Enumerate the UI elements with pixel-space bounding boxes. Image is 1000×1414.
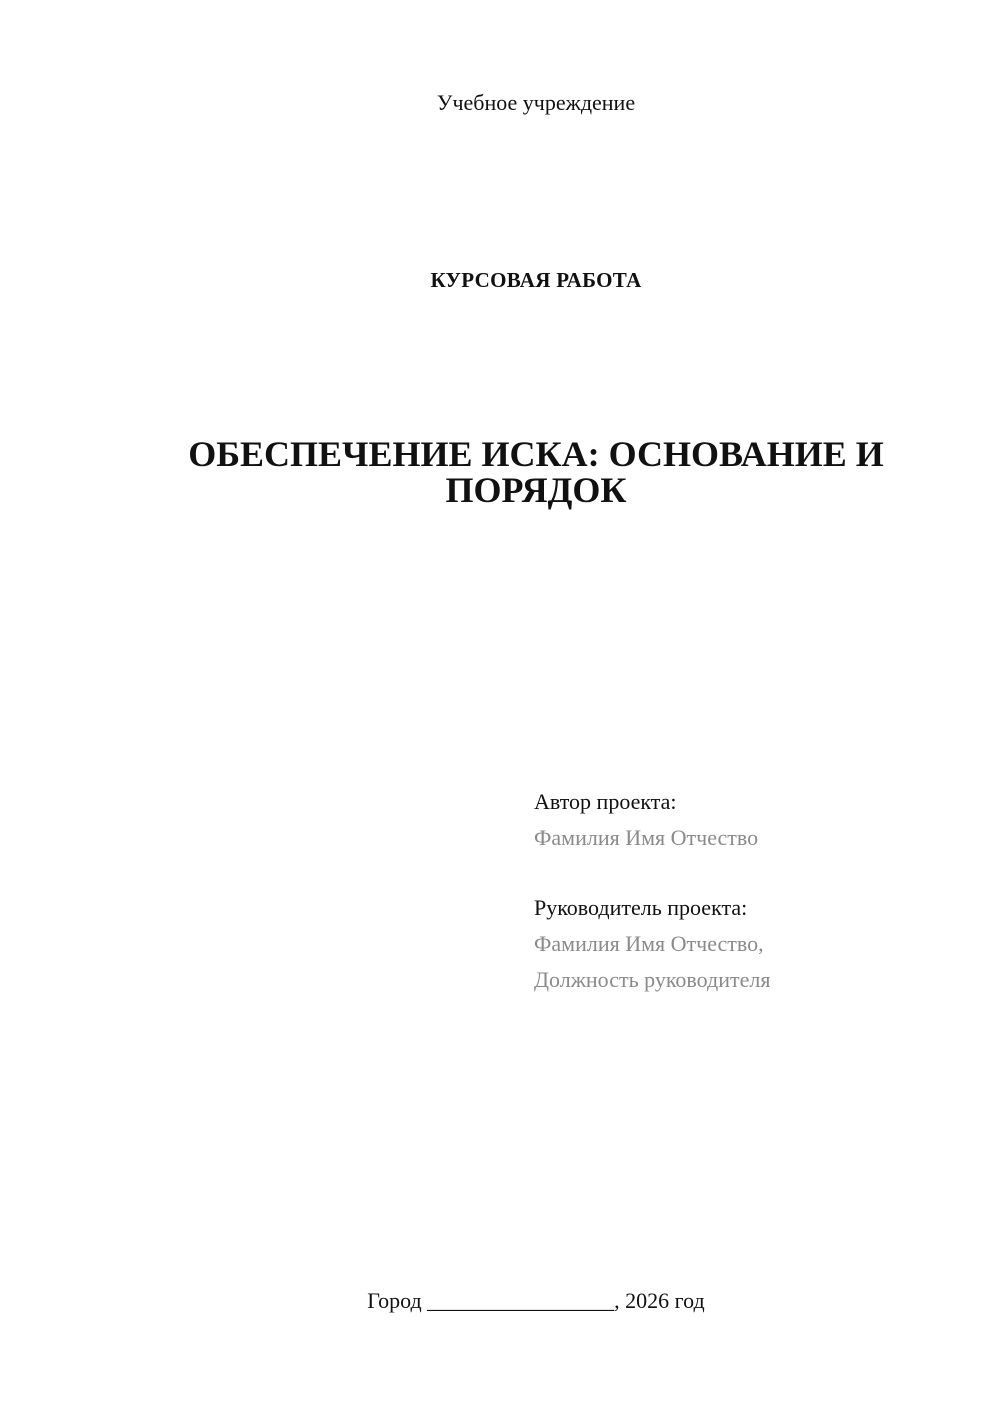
- supervisor-name: Фамилия Имя Отчество,: [534, 931, 764, 956]
- supervisor-block: [534, 890, 770, 998]
- document-title: [120, 436, 952, 508]
- author-block: [534, 784, 758, 856]
- document-title-line-1: ОБЕСПЕЧЕНИЕ ИСКА: ОСНОВАНИЕ И: [188, 434, 884, 474]
- author-label: Автор проекта:: [534, 789, 677, 814]
- supervisor-position: Должность руководителя: [534, 967, 771, 992]
- work-type-heading: КУРСОВАЯ РАБОТА: [430, 268, 642, 292]
- document-title-line-2: ПОРЯДОК: [445, 470, 627, 510]
- city-year-line: Город _________________, 2026 год: [367, 1288, 705, 1313]
- institution-name: Учебное учреждение: [436, 90, 636, 115]
- author-name: Фамилия Имя Отчество: [534, 825, 759, 850]
- supervisor-label: Руководитель проекта:: [534, 895, 748, 920]
